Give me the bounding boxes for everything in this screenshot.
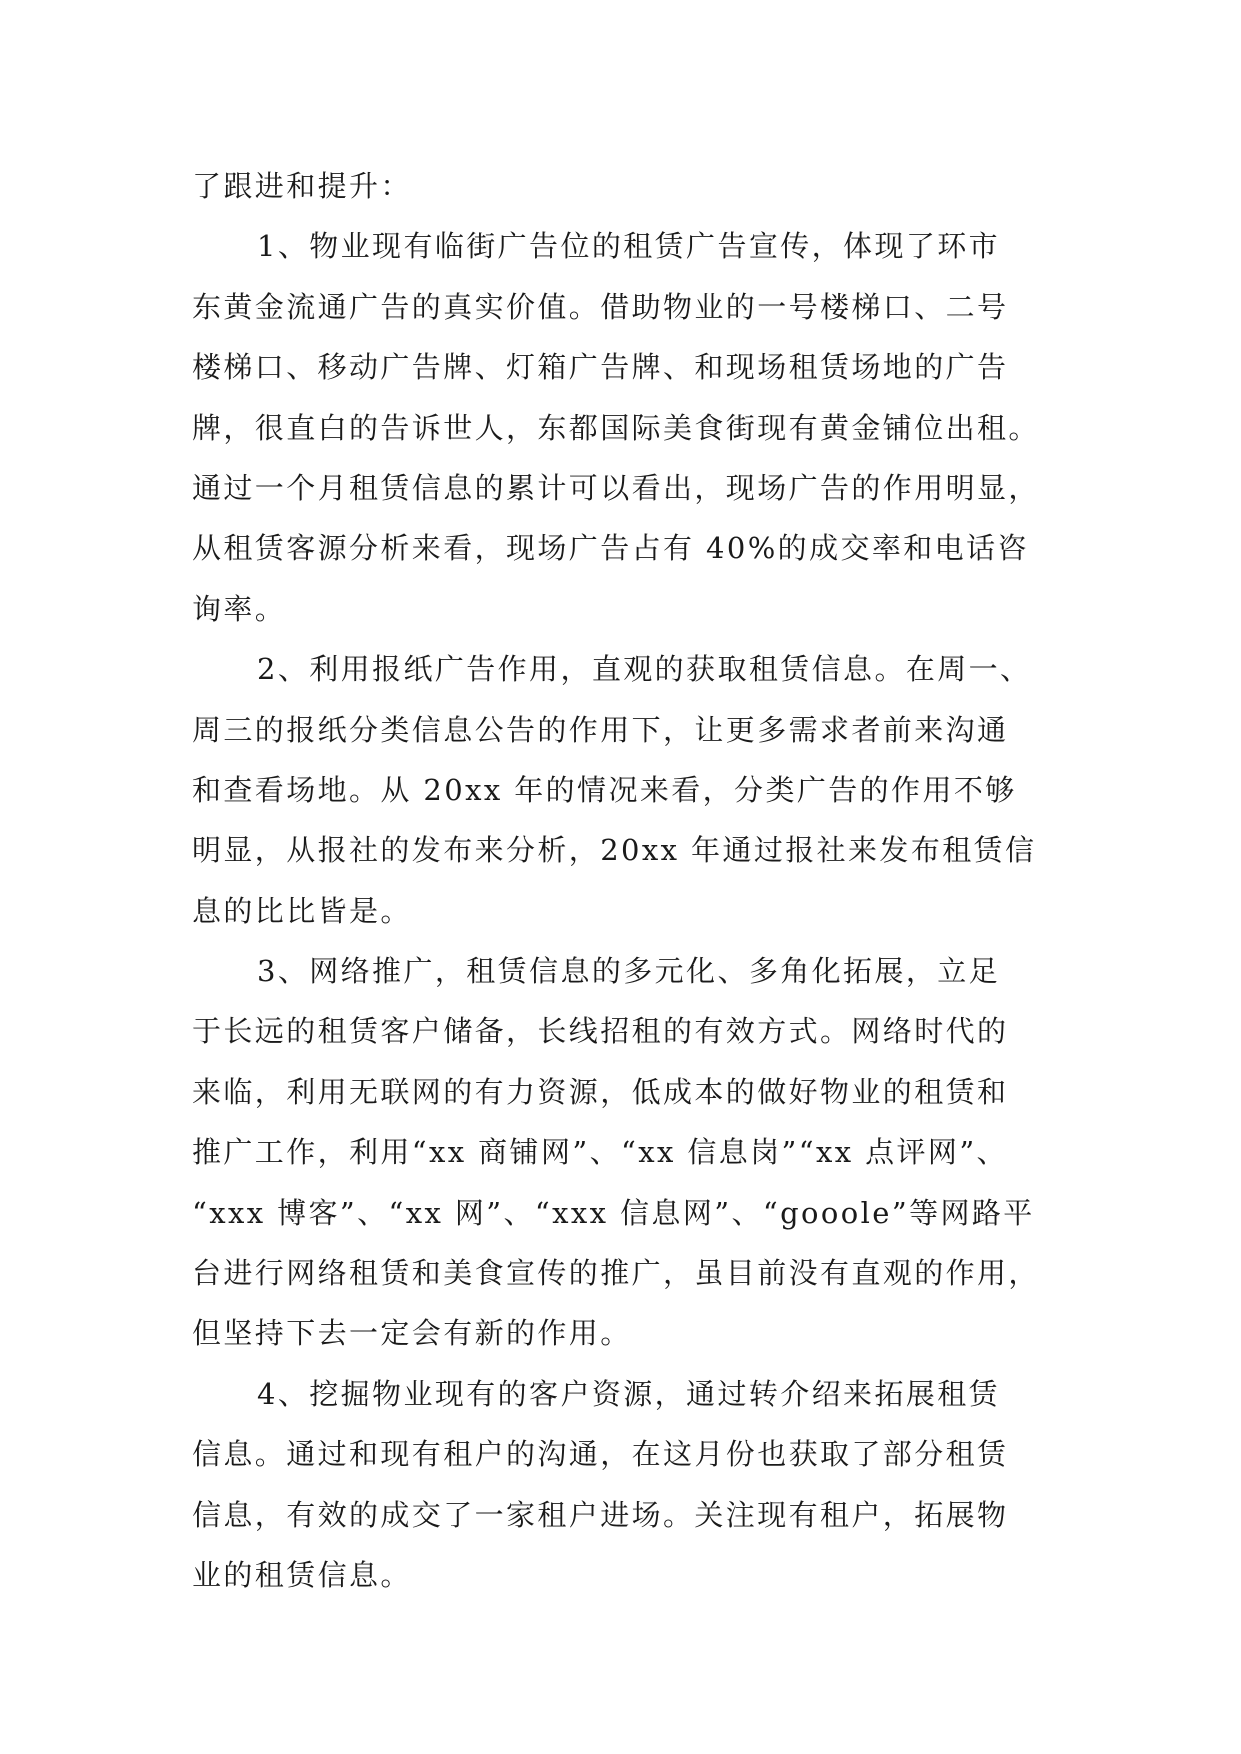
text-line: 东黄金流通广告的真实价值。借助物业的一号楼梯口、二号 [192,289,1009,324]
text-line: 周三的报纸分类信息公告的作用下，让更多需求者前来沟通 [192,712,1009,747]
text-line: 台进行网络租赁和美食宣传的推广，虽目前没有直观的作用， [192,1256,1040,1291]
text-line: 推广工作，利用“xx 商铺网”、“xx 信息岗”“xx 点评网”、 [192,1135,1008,1170]
text-line: 但坚持下去一定会有新的作用。 [192,1316,632,1351]
text-line: 楼梯口、移动广告牌、灯箱广告牌、和现场租赁场地的广告 [192,350,1009,385]
text-line: 从租赁客源分析来看，现场广告占有 40%的成交率和电话咨 [192,531,1029,566]
text-line: 通过一个月租赁信息的累计可以看出，现场广告的作用明显， [192,470,1040,505]
text-line: 明显，从报社的发布来分析，20xx 年通过报社来发布租赁信 [192,833,1037,868]
text-line: “xxx 博客”、“xx 网”、“xxx 信息网”、“gooole”等网路平 [192,1195,1035,1230]
text-line: 来临，利用无联网的有力资源，低成本的做好物业的租赁和 [192,1074,1009,1109]
text-line: 于长远的租赁客户储备，长线招租的有效方式。网络时代的 [192,1014,1009,1049]
body-text [192,156,1052,1605]
paragraph-2-start: 2、利用报纸广告作用，直观的获取租赁信息。在周一、 [257,652,1032,687]
text-line: 息的比比皆是。 [192,893,412,928]
text-line: 和查看场地。从 20xx 年的情况来看，分类广告的作用不够 [192,772,1017,807]
paragraph-4-start: 4、挖掘物业现有的客户资源，通过转介绍来拓展租赁 [257,1376,1001,1411]
text-line: 信息。通过和现有租户的沟通，在这月份也获取了部分租赁 [192,1437,1009,1472]
text-line: 信息，有效的成交了一家租户进场。关注现有租户，拓展物 [192,1497,1009,1532]
text-line: 牌，很直白的告诉世人，东都国际美食街现有黄金铺位出租。 [192,410,1040,445]
text-line: 了跟进和提升： [192,169,412,203]
text-line: 询率。 [192,591,287,626]
paragraph-1-start: 1、物业现有临街广告位的租赁广告宣传，体现了环市 [257,229,1001,264]
paragraph-3-start: 3、网络推广，租赁信息的多元化、多角化拓展，立足 [257,954,1001,989]
text-line: 业的租赁信息。 [192,1557,412,1592]
